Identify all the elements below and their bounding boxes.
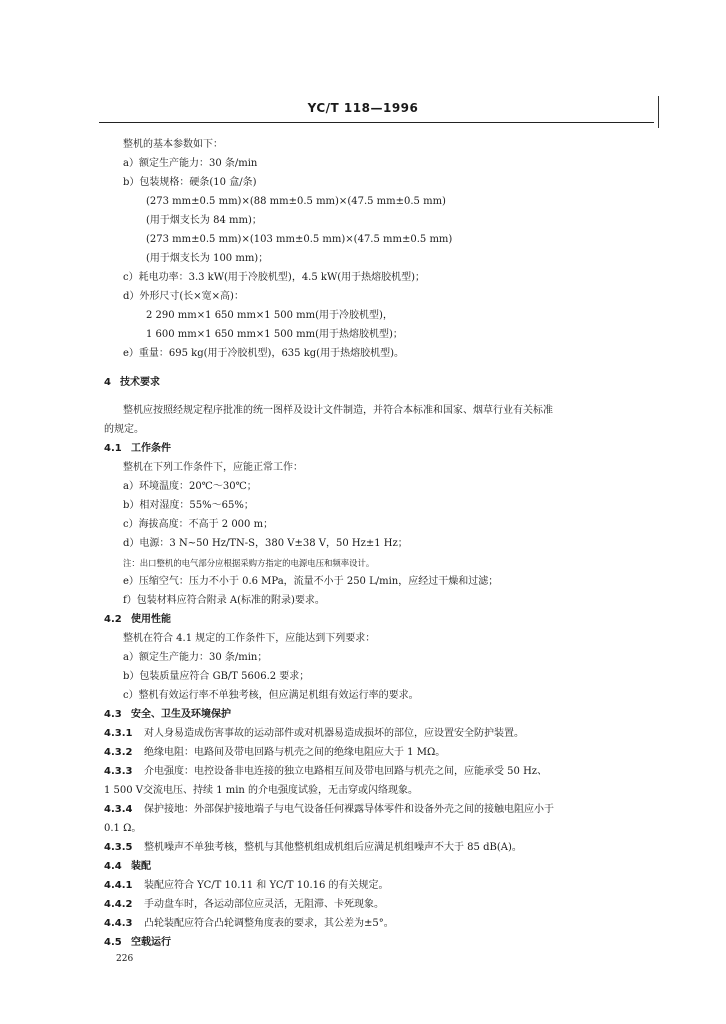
param-b-size-1: (273 mm±0.5 mm)×(88 mm±0.5 mm)×(47.5 mm±0.5 mm) bbox=[146, 196, 446, 207]
clause-4-4-1-number: 4.4.1 bbox=[104, 880, 133, 891]
section-4-3-number: 4.3 bbox=[104, 709, 122, 720]
param-d: d）外形尺寸(长×宽×高)： bbox=[123, 291, 244, 302]
clause-4-3-4-number: 4.3.4 bbox=[104, 804, 133, 815]
s42-line-1: 整机在符合 4.1 规定的工作条件下，应能达到下列要求： bbox=[123, 633, 376, 644]
s42-line-2: a）额定生产能力：30 条/min； bbox=[123, 652, 268, 663]
section-4-1-number: 4.1 bbox=[104, 443, 122, 454]
param-e: e）重量：695 kg(用于冷胶机型)，635 kg(用于热熔胶机型)。 bbox=[123, 348, 404, 359]
clause-4-3-1-text: 对人身易造成伤害事故的运动部件或对机器易造成损坏的部位，应设置安全防护装置。 bbox=[144, 728, 524, 739]
s42-line-4: c）整机有效运行率不单独考核，但应满足机组有效运行率的要求。 bbox=[123, 690, 419, 701]
clause-4-3-4-cont: 0.1 Ω。 bbox=[104, 823, 142, 834]
header-rule bbox=[99, 122, 654, 123]
s41-line-6: e）压缩空气：压力不小于 0.6 MPa，流量不小于 250 L/min，应经过干燥和过滤； bbox=[123, 576, 499, 587]
page-number: 226 bbox=[116, 954, 134, 964]
param-a: a）额定生产能力：30 条/min bbox=[123, 158, 258, 169]
s41-line-7: f）包装材料应符合附录 A(标准的附录)要求。 bbox=[123, 595, 325, 606]
clause-4-4-1-text: 装配应符合 YC/T 10.11 和 YC/T 10.16 的有关规定。 bbox=[144, 880, 389, 891]
section-4-intro-line1: 整机应按照经规定程序批准的统一图样及设计文件制造，并符合本标准和国家、烟草行业有关标准 bbox=[123, 405, 553, 416]
clause-4-3-2-text: 绝缘电阻：电路间及带电回路与机壳之间的绝缘电阻应大于 1 MΩ。 bbox=[144, 747, 446, 758]
s41-line-4: c）海拔高度：不高于 2 000 m； bbox=[123, 519, 274, 530]
section-4-intro-line2: 的规定。 bbox=[104, 424, 144, 435]
section-4-4-number: 4.4 bbox=[104, 861, 122, 872]
section-4-3-title: 安全、卫生及环境保护 bbox=[131, 709, 231, 720]
clause-4-3-1-number: 4.3.1 bbox=[104, 728, 133, 739]
param-b-size-2: (273 mm±0.5 mm)×(103 mm±0.5 mm)×(47.5 mm±0.5 mm) bbox=[146, 234, 453, 245]
page-edge-mark bbox=[658, 96, 659, 128]
clause-4-3-4-text: 保护接地：外部保护接地端子与电气设备任何裸露导体零件和设备外壳之间的接触电阻应小于 bbox=[144, 804, 554, 815]
clause-4-3-5-text: 整机噪声不单独考核，整机与其他整机组成机组后应满足机组噪声不大于 85 dB(A)。 bbox=[144, 842, 522, 853]
clause-4-3-3-number: 4.3.3 bbox=[104, 766, 133, 777]
section-4-number: 4 bbox=[104, 377, 111, 388]
section-4-2-title: 使用性能 bbox=[131, 614, 171, 625]
clause-4-4-2-number: 4.4.2 bbox=[104, 899, 133, 910]
s41-note: 注：出口整机的电气部分应根据采购方指定的电源电压和频率设计。 bbox=[123, 558, 375, 568]
section-4-4-title: 装配 bbox=[131, 861, 151, 872]
clause-4-4-3-number: 4.4.3 bbox=[104, 918, 133, 929]
clause-4-4-2-text: 手动盘车时，各运动部位应灵活，无阻滞、卡死现象。 bbox=[144, 899, 384, 910]
section-4-title: 技术要求 bbox=[120, 377, 160, 388]
s41-line-2: a）环境温度：20℃～30℃； bbox=[123, 481, 257, 492]
param-d-size-2: 1 600 mm×1 650 mm×1 500 mm(用于热熔胶机型)； bbox=[146, 329, 403, 340]
param-d-size-1: 2 290 mm×1 650 mm×1 500 mm(用于冷胶机型)， bbox=[146, 310, 393, 321]
section-4-1-title: 工作条件 bbox=[131, 443, 171, 454]
clause-4-3-5-number: 4.3.5 bbox=[104, 842, 133, 853]
s41-line-3: b）相对湿度：55%～65%； bbox=[123, 500, 254, 511]
param-b: b）包装规格：硬条(10 盒/条) bbox=[123, 177, 257, 188]
clause-4-3-3-cont: 1 500 V交流电压、持续 1 min 的介电强度试验，无击穿或闪络现象。 bbox=[104, 785, 419, 796]
param-b-note-2: (用于烟支长为 100 mm)； bbox=[146, 253, 269, 264]
clause-4-3-3-text: 介电强度：电控设备非电连接的独立电路相互间及带电回路与机壳之间，应能承受 50 Hz、 bbox=[144, 766, 548, 777]
standard-code-header: YC/T 118—1996 bbox=[307, 101, 419, 115]
params-intro: 整机的基本参数如下： bbox=[123, 139, 223, 150]
param-c: c）耗电功率：3.3 kW(用于冷胶机型)，4.5 kW(用于热熔胶机型)； bbox=[123, 272, 426, 283]
section-4-2-number: 4.2 bbox=[104, 614, 122, 625]
s41-line-1: 整机在下列工作条件下，应能正常工作： bbox=[123, 462, 303, 473]
section-4-5-number: 4.5 bbox=[104, 937, 122, 948]
clause-4-3-2-number: 4.3.2 bbox=[104, 747, 133, 758]
s41-line-5: d）电源：3 N~50 Hz/TN-S，380 V±38 V，50 Hz±1 Hz； bbox=[123, 538, 408, 549]
s42-line-3: b）包装质量应符合 GB/T 5606.2 要求； bbox=[123, 671, 310, 682]
section-4-5-title: 空载运行 bbox=[131, 937, 171, 948]
param-b-note-1: (用于烟支长为 84 mm)； bbox=[146, 215, 262, 226]
clause-4-4-3-text: 凸轮装配应符合凸轮调整角度表的要求，其公差为±5°。 bbox=[144, 918, 394, 929]
